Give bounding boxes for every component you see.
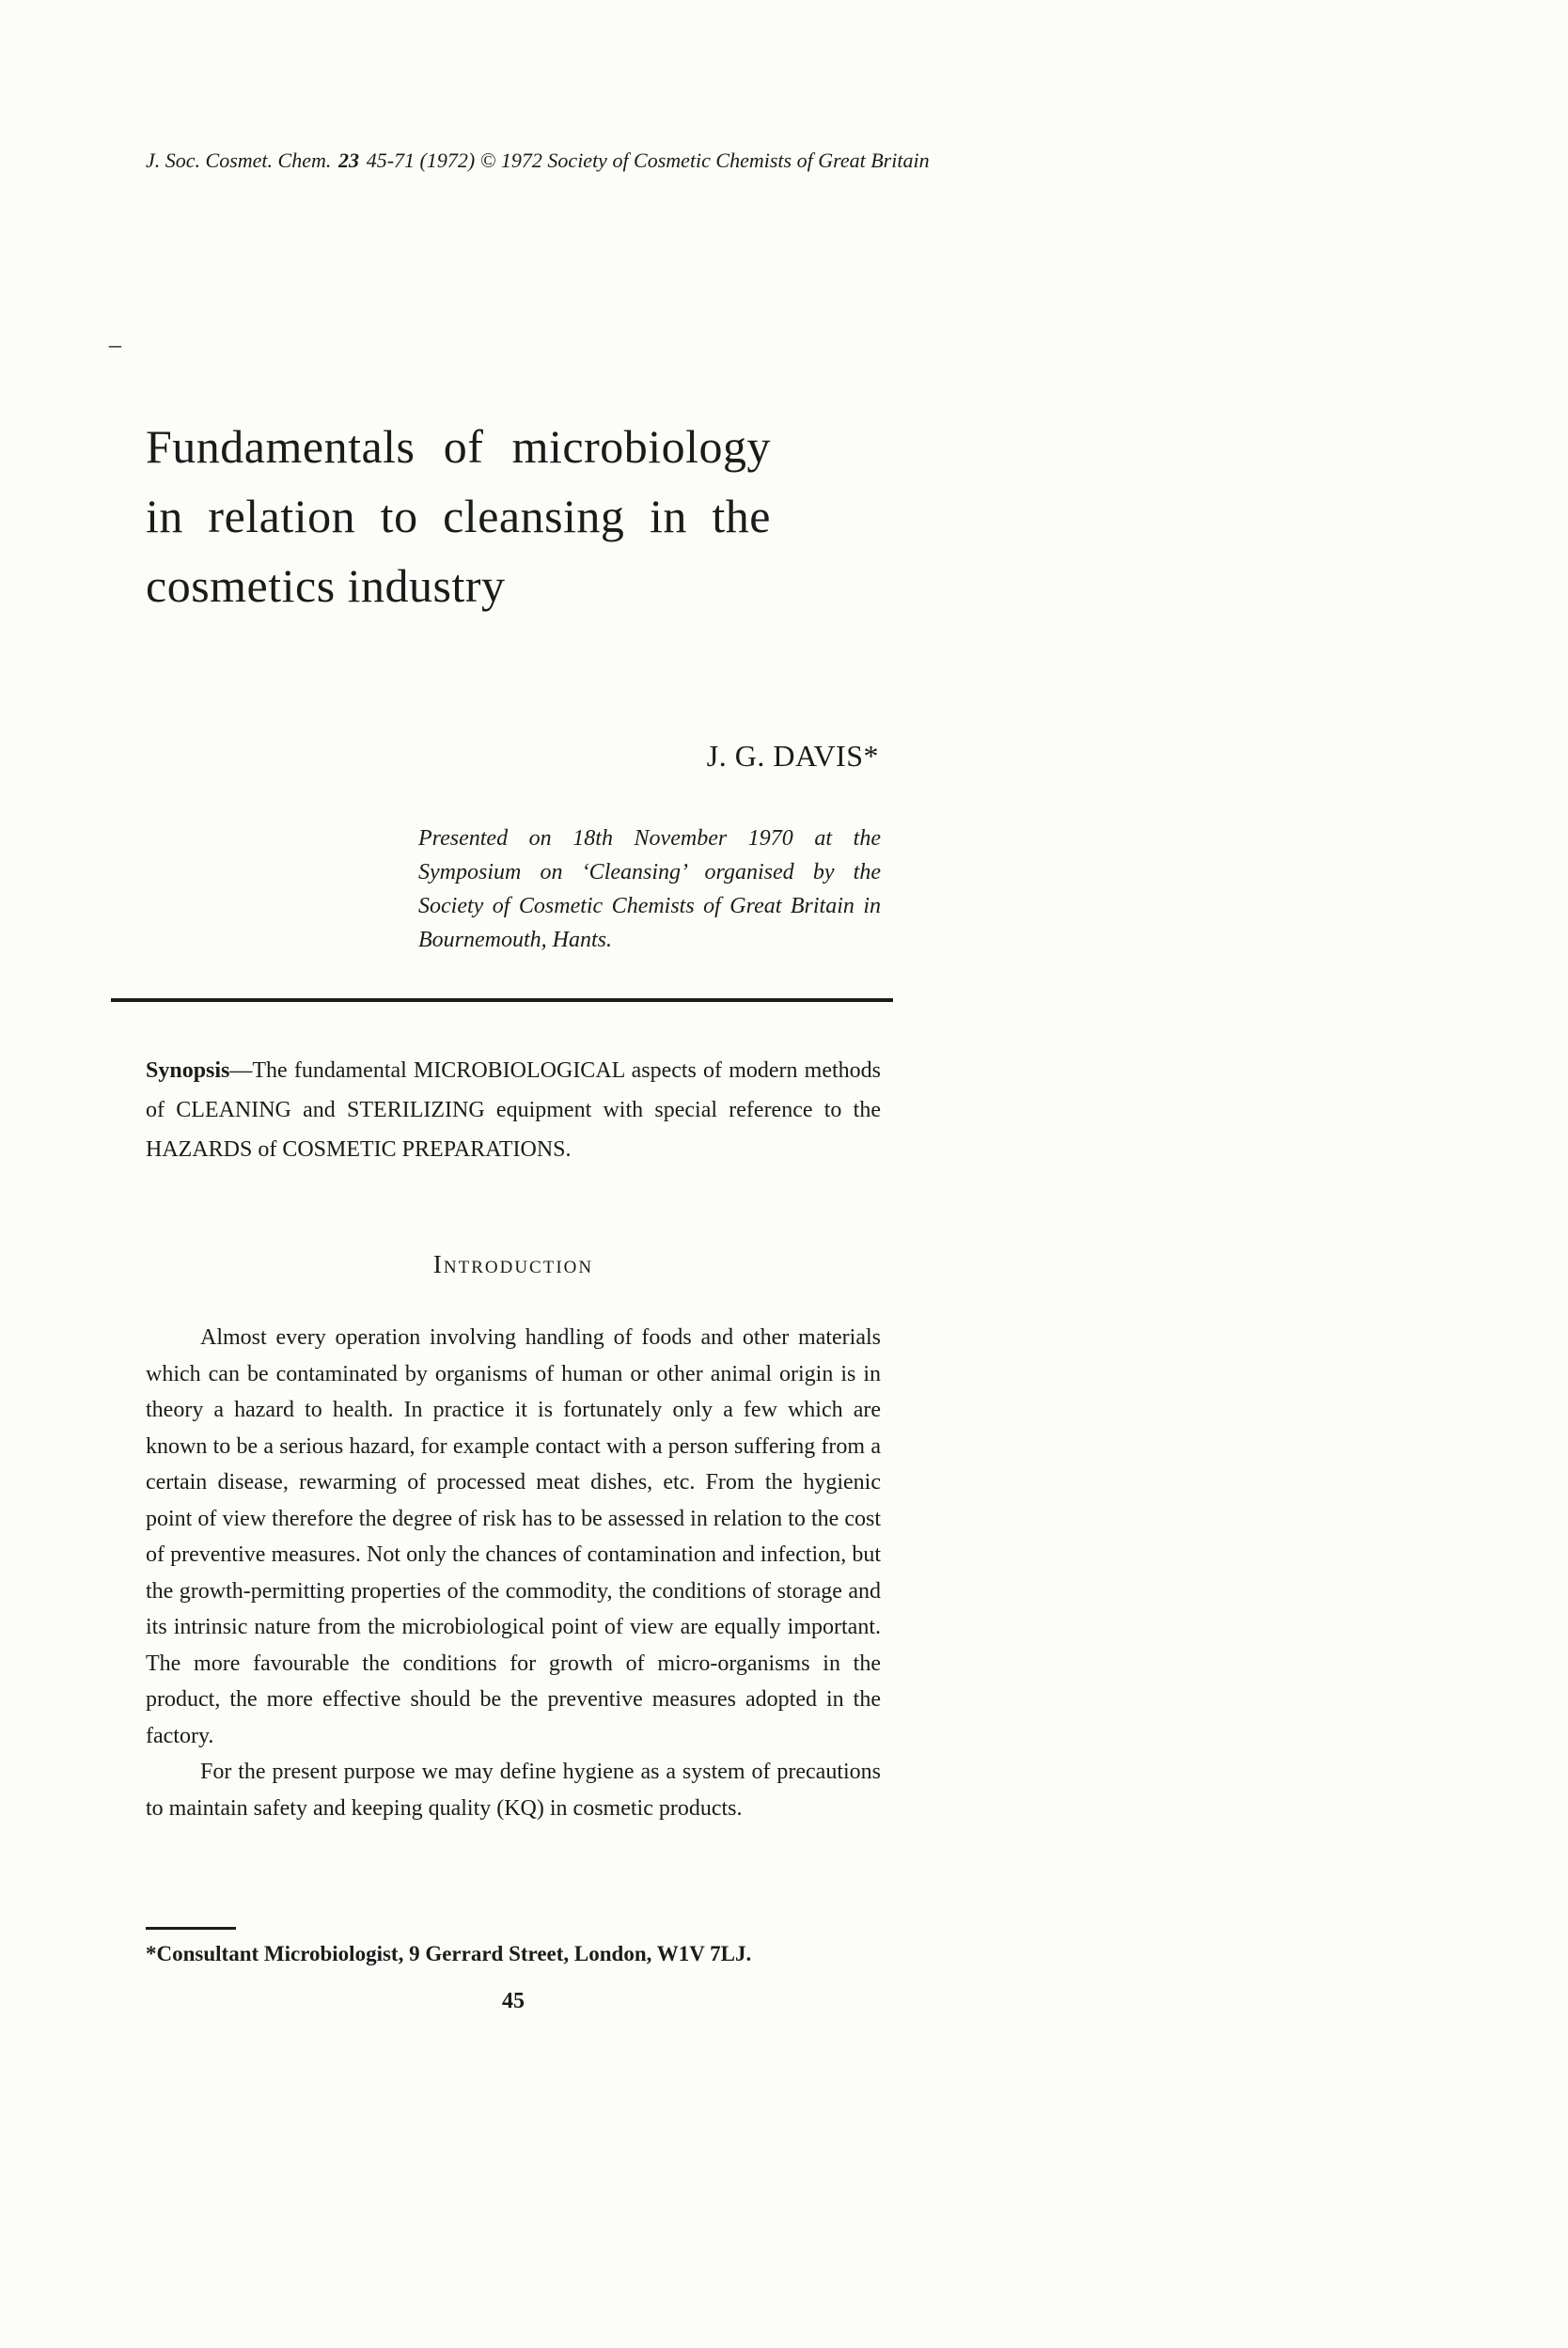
article-title-line: Fundamentals of microbiology [146,420,771,473]
author-name: J. G. DAVIS* [706,739,879,773]
article-title [146,412,771,620]
journal-name: J. Soc. Cosmet. Chem. [146,149,332,172]
article-body [146,1320,881,1826]
volume-number: 23 [338,149,360,172]
margin-mark: – [109,331,121,358]
body-paragraph: For the present purpose we may define hygiene as a system of precautions to maintain safety and keeping quality (KQ) in cosmetic products. [146,1760,881,1821]
presentation-note: Presented on 18th November 1970 at the Symposium on ‘Cleansing’ organised by the Society of Cosmetic Chemists of Great Britain in Bournemouth, Hants. [418,826,881,952]
body-paragraph: Almost every operation involving handling of foods and other materials which can be contaminated by organisms of human or other animal origin is in theory a hazard to health. In practice it is fortunately only a few which are known to be a serious hazard, for example contact with a person suffering from a certain disease, rewarming of processed meat dishes, etc. From the hygienic point of view therefore the degree of risk has to be assessed in relation to the cost of preventive measures. Not only the chances of contamination and infection, but the growth-permitting properties of the commodity, the conditions of storage and its intrinsic nature from the microbiological point of view are equally important. The more favourable the conditions for growth of micro-organisms in the product, the more effective should be the preventive measures adopted in the factory. [146,1325,881,1748]
article-title-line: cosmetics industry [146,559,506,612]
citation-text: 45-71 (1972) © 1972 Society of Cosmetic Chemists of Great Britain [366,149,930,172]
synopsis-text: —The fundamental MICROBIOLOGICAL aspects of modern methods of CLEANING and STERILIZING equipment with special reference to the HAZARDS of COSMETIC PREPARATIONS. [146,1058,881,1162]
synopsis [146,1051,881,1169]
synopsis-label: Synopsis [146,1058,230,1083]
footnote-rule [146,1927,236,1930]
page-number: 45 [502,1989,525,2013]
divider-rule [111,998,893,1002]
footnote: *Consultant Microbiologist, 9 Gerrard Street, London, W1V 7LJ. [146,1942,752,1965]
section-heading-introduction: Introduction [432,1250,594,1278]
article-title-line: in relation to cleansing in the [146,490,771,542]
journal-citation [146,149,930,173]
